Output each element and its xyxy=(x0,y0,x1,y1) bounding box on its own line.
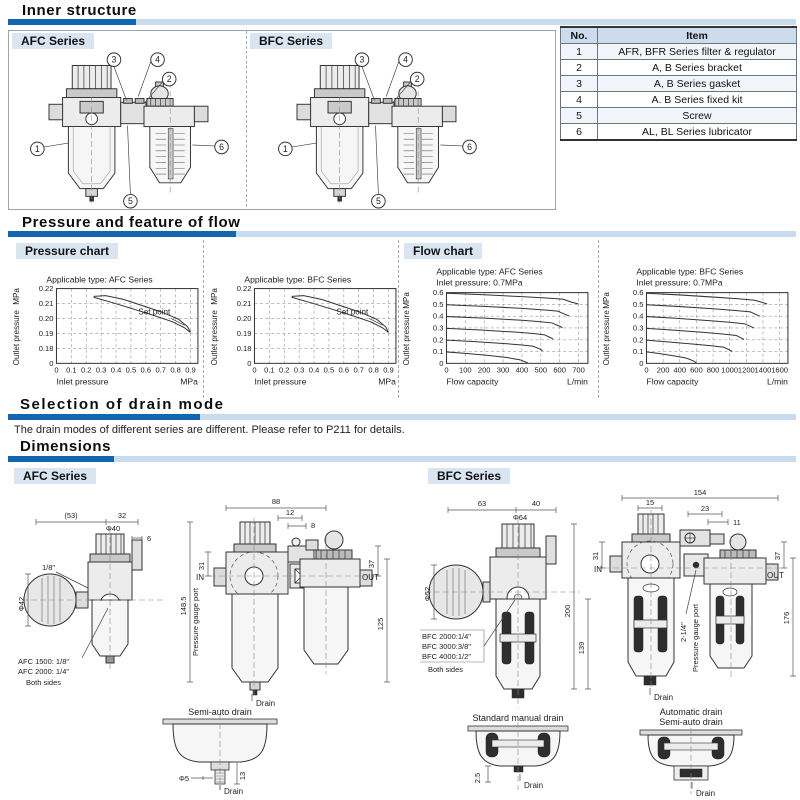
bfc-model-1: BFC 2000:1/4" xyxy=(422,632,471,641)
afc-inner-structure-diagram xyxy=(14,50,242,208)
svg-text:0.2: 0.2 xyxy=(432,335,444,345)
callout-6 xyxy=(215,140,229,154)
svg-text:2: 2 xyxy=(414,73,420,84)
svg-text:Outlet pressure: Outlet pressure xyxy=(210,310,220,366)
dim-13: 13 xyxy=(238,771,247,781)
svg-text:0: 0 xyxy=(49,358,54,368)
svg-text:Outlet pressure: Outlet pressure xyxy=(602,310,612,366)
svg-text:0.19: 0.19 xyxy=(38,328,54,338)
bfc-front-view-drawing xyxy=(592,484,800,714)
standard-manual-drain-drawing xyxy=(428,712,608,796)
semi-auto-drain-drawing xyxy=(125,706,320,796)
svg-text:700: 700 xyxy=(572,365,585,375)
svg-text:5: 5 xyxy=(127,196,133,207)
standard-manual-drain-title: Standard manual drain xyxy=(472,713,564,723)
svg-text:2: 2 xyxy=(166,73,172,84)
section-title-drain-mode: Selection of drain mode xyxy=(20,396,225,413)
svg-text:200: 200 xyxy=(656,365,670,375)
svg-text:800: 800 xyxy=(706,365,720,375)
svg-text:0.5: 0.5 xyxy=(432,299,444,309)
pressure-chart-afc xyxy=(12,266,204,393)
dim-phi42: Φ42 xyxy=(17,596,26,612)
svg-text:5: 5 xyxy=(375,196,381,207)
both-sides-label: Both sides xyxy=(26,678,62,687)
table-header-no: No. xyxy=(561,27,598,44)
svg-text:Inlet pressure: 0.7MPa: Inlet pressure: 0.7MPa xyxy=(436,277,523,288)
svg-text:Set point: Set point xyxy=(138,307,171,317)
dim-176: 176 xyxy=(782,611,791,625)
dim-12: 12 xyxy=(285,508,295,517)
flow-chart-label: Flow chart xyxy=(404,243,482,259)
svg-text:0.3: 0.3 xyxy=(95,365,107,375)
svg-text:600: 600 xyxy=(553,365,566,375)
drain-label: Drain xyxy=(524,781,544,790)
svg-text:0.9: 0.9 xyxy=(383,365,394,375)
svg-text:Set point: Set point xyxy=(336,307,369,317)
standard-manual-drain-geometry xyxy=(468,722,568,790)
svg-text:Outlet pressure: Outlet pressure xyxy=(402,310,412,366)
svg-text:0.20: 0.20 xyxy=(236,314,252,324)
callout-3 xyxy=(355,53,369,67)
svg-text:0.5: 0.5 xyxy=(632,299,644,309)
afc-series-dim-label: AFC Series xyxy=(14,468,96,484)
callout-6 xyxy=(463,140,477,154)
callout-4 xyxy=(399,53,413,67)
section-rule xyxy=(8,456,796,462)
out-label: OUT xyxy=(767,571,784,580)
svg-text:0: 0 xyxy=(444,365,449,375)
svg-text:0.22: 0.22 xyxy=(38,284,54,294)
svg-text:Inlet pressure: 0.7MPa: Inlet pressure: 0.7MPa xyxy=(636,277,723,288)
svg-text:6: 6 xyxy=(467,141,472,152)
svg-text:Applicable type: AFC Series: Applicable type: AFC Series xyxy=(46,274,153,285)
svg-text:0.20: 0.20 xyxy=(38,314,54,324)
dim-6: 6 xyxy=(147,534,152,543)
svg-text:0.1: 0.1 xyxy=(66,365,77,375)
svg-text:0.6: 0.6 xyxy=(140,365,152,375)
svg-text:0.4: 0.4 xyxy=(432,311,444,321)
callout-1 xyxy=(279,142,293,156)
svg-text:6: 6 xyxy=(219,141,224,152)
svg-text:MPa: MPa xyxy=(210,288,220,305)
svg-text:0.21: 0.21 xyxy=(236,299,252,309)
svg-text:200: 200 xyxy=(477,365,491,375)
afc-side-view-drawing xyxy=(16,492,186,697)
svg-text:600: 600 xyxy=(690,365,703,375)
callout-4 xyxy=(151,53,165,67)
semi-auto-drain-subtitle: Semi-auto drain xyxy=(659,717,723,727)
chart-divider xyxy=(598,240,599,398)
svg-text:4: 4 xyxy=(155,54,160,65)
svg-text:Flow capacity: Flow capacity xyxy=(646,376,699,387)
afc-series-panel-label: AFC Series xyxy=(12,33,94,49)
svg-text:0.4: 0.4 xyxy=(110,365,122,375)
dim-139: 139 xyxy=(577,641,586,655)
svg-text:0: 0 xyxy=(54,365,59,375)
drain-mode-note: The drain modes of different series are different. Please refer to P211 for details. xyxy=(14,424,405,436)
svg-text:Inlet pressure: Inlet pressure xyxy=(254,376,307,387)
dim-63: 63 xyxy=(477,499,487,508)
afc-model-1: AFC 1500: 1/8" xyxy=(18,657,70,666)
svg-text:0.6: 0.6 xyxy=(338,365,350,375)
svg-text:0.2: 0.2 xyxy=(278,365,290,375)
table-row: 6 AL, BL Series lubricator xyxy=(561,124,797,141)
svg-text:L/min: L/min xyxy=(566,376,588,387)
svg-text:0.1: 0.1 xyxy=(264,365,275,375)
section-rule xyxy=(8,231,796,237)
drain-label: Drain xyxy=(654,693,674,702)
svg-text:1400: 1400 xyxy=(754,365,772,375)
svg-text:1200: 1200 xyxy=(737,365,755,375)
svg-text:0.8: 0.8 xyxy=(170,365,181,375)
in-label: IN xyxy=(594,565,602,574)
dim-phi5: Φ5 xyxy=(178,774,189,783)
svg-text:0.1: 0.1 xyxy=(632,347,644,357)
svg-text:400: 400 xyxy=(673,365,687,375)
dim-40: 40 xyxy=(531,499,541,508)
svg-text:0.8: 0.8 xyxy=(368,365,379,375)
svg-text:L/min: L/min xyxy=(766,376,788,387)
dim-2-5: 2.5 xyxy=(473,772,482,784)
table-row: 1 AFR, BFR Series filter & regulator xyxy=(561,44,797,60)
svg-text:0: 0 xyxy=(639,358,644,368)
drain-label: Drain xyxy=(256,699,276,708)
callout-2 xyxy=(410,72,424,86)
dim-88: 88 xyxy=(271,497,281,506)
callout-3 xyxy=(107,53,121,67)
afc-front-view-drawing xyxy=(179,488,392,710)
bfc-series-panel-label: BFC Series xyxy=(250,33,332,49)
svg-text:400: 400 xyxy=(515,365,529,375)
svg-text:300: 300 xyxy=(496,365,510,375)
automatic-drain-title: Automatic drain xyxy=(659,707,723,717)
svg-text:1: 1 xyxy=(282,143,288,154)
svg-text:1: 1 xyxy=(34,143,40,154)
parts-table xyxy=(560,26,797,141)
svg-text:0.2: 0.2 xyxy=(632,335,644,345)
svg-text:0.7: 0.7 xyxy=(353,365,364,375)
callout-5 xyxy=(124,194,138,208)
bfc-inner-structure-diagram xyxy=(262,50,490,208)
table-row: 5 Screw xyxy=(561,108,797,124)
dim-148-5: 148.5 xyxy=(179,596,188,616)
svg-text:MPa: MPa xyxy=(180,376,198,387)
svg-text:0.22: 0.22 xyxy=(236,284,252,294)
svg-text:0.9: 0.9 xyxy=(185,365,196,375)
section-rule xyxy=(8,19,796,25)
table-row: 4 A. B Series fixed kit xyxy=(561,92,797,108)
pressure-gauge-port-label: Pressure gauge port xyxy=(191,588,200,656)
afc-model-2: AFC 2000: 1/4" xyxy=(18,667,70,676)
svg-text:MPa: MPa xyxy=(402,292,412,309)
table-row: 2 A, B Series bracket xyxy=(561,60,797,76)
dim-8: 8 xyxy=(311,521,316,530)
svg-text:0.6: 0.6 xyxy=(632,288,644,298)
dim-125: 125 xyxy=(376,617,385,631)
out-label: OUT xyxy=(362,573,379,582)
dim-154: 154 xyxy=(693,488,707,497)
svg-text:0.3: 0.3 xyxy=(293,365,305,375)
afc-front-geometry xyxy=(187,505,390,701)
dim-31: 31 xyxy=(591,551,600,561)
section-title-inner-structure: Inner structure xyxy=(22,2,137,19)
dim-15: 15 xyxy=(645,498,655,507)
svg-text:MPa: MPa xyxy=(602,292,612,309)
table-row: 3 A, B Series gasket xyxy=(561,76,797,92)
drain-label: Drain xyxy=(224,787,244,796)
dim-23: 23 xyxy=(700,504,710,513)
svg-text:0.6: 0.6 xyxy=(432,288,444,298)
svg-text:Applicable type: BFC Series: Applicable type: BFC Series xyxy=(636,266,744,277)
section-rule xyxy=(8,414,796,420)
svg-text:0.4: 0.4 xyxy=(632,311,644,321)
svg-text:4: 4 xyxy=(403,54,408,65)
port-size-label: 1/8" xyxy=(42,563,56,572)
table-header-item: Item xyxy=(598,27,797,44)
svg-text:Applicable type: AFC Series: Applicable type: AFC Series xyxy=(436,266,543,277)
pressure-gauge-port-label: Pressure gauge port xyxy=(691,604,700,672)
svg-text:0.4: 0.4 xyxy=(308,365,320,375)
svg-text:0.3: 0.3 xyxy=(632,323,644,333)
dim-phi52: Φ52 xyxy=(423,586,432,602)
pressure-chart-label: Pressure chart xyxy=(16,243,118,259)
pressure-chart-bfc xyxy=(210,266,402,393)
svg-text:0.7: 0.7 xyxy=(155,365,166,375)
svg-text:1000: 1000 xyxy=(721,365,739,375)
section-title-dimensions: Dimensions xyxy=(20,438,112,455)
svg-text:MPa: MPa xyxy=(12,288,22,305)
callout-5 xyxy=(372,194,386,208)
svg-text:100: 100 xyxy=(459,365,472,375)
dim-phi40: Φ40 xyxy=(105,524,121,533)
svg-text:Flow capacity: Flow capacity xyxy=(446,376,499,387)
svg-text:0.3: 0.3 xyxy=(432,323,444,333)
svg-text:0: 0 xyxy=(247,358,252,368)
svg-text:0.18: 0.18 xyxy=(236,343,252,353)
bfc-model-3: BFC 4000:1/2" xyxy=(422,652,471,661)
svg-text:500: 500 xyxy=(534,365,548,375)
svg-text:1600: 1600 xyxy=(771,365,789,375)
both-sides-label: Both sides xyxy=(428,665,464,674)
svg-text:Applicable type: BFC Series: Applicable type: BFC Series xyxy=(244,274,352,285)
svg-text:Inlet pressure: Inlet pressure xyxy=(56,376,109,387)
svg-text:0.1: 0.1 xyxy=(432,347,444,357)
dim-200: 200 xyxy=(563,604,572,618)
svg-text:0: 0 xyxy=(644,365,649,375)
svg-text:3: 3 xyxy=(111,54,117,65)
svg-text:0.5: 0.5 xyxy=(125,365,137,375)
section-title-pressure-flow: Pressure and feature of flow xyxy=(22,214,241,231)
in-label: IN xyxy=(196,573,204,582)
dim-32: 32 xyxy=(117,511,127,520)
automatic-drain-geometry xyxy=(640,728,742,794)
svg-text:3: 3 xyxy=(359,54,365,65)
svg-text:Outlet pressure: Outlet pressure xyxy=(12,310,22,366)
afc-side-geometry xyxy=(22,519,166,670)
dim-37: 37 xyxy=(367,559,376,569)
dim-phi64: Φ64 xyxy=(512,513,528,522)
svg-text:0.5: 0.5 xyxy=(323,365,335,375)
automatic-drain-drawing xyxy=(596,706,791,800)
bfc-side-view-drawing xyxy=(420,486,600,724)
semi-auto-drain-title: Semi-auto drain xyxy=(188,707,252,717)
callout-1 xyxy=(31,142,45,156)
flow-chart-bfc xyxy=(602,266,794,393)
dim-31: 31 xyxy=(197,561,206,571)
bfc-series-dim-label: BFC Series xyxy=(428,468,510,484)
port-size-label: 2-1/4" xyxy=(679,622,688,642)
svg-text:0.2: 0.2 xyxy=(80,365,92,375)
bfc-model-2: BFC 3000:3/8" xyxy=(422,642,471,651)
svg-text:0.19: 0.19 xyxy=(236,328,252,338)
flow-chart-afc xyxy=(402,266,594,393)
svg-text:0.18: 0.18 xyxy=(38,343,54,353)
drain-label: Drain xyxy=(696,789,716,798)
dim-11: 11 xyxy=(733,518,741,527)
svg-text:0: 0 xyxy=(439,358,444,368)
svg-text:MPa: MPa xyxy=(378,376,396,387)
svg-text:0.21: 0.21 xyxy=(38,299,54,309)
svg-text:0: 0 xyxy=(252,365,257,375)
callout-2 xyxy=(162,72,176,86)
dim-37: 37 xyxy=(773,551,782,561)
panel-divider xyxy=(246,31,247,207)
dim-53: (53) xyxy=(64,511,78,520)
